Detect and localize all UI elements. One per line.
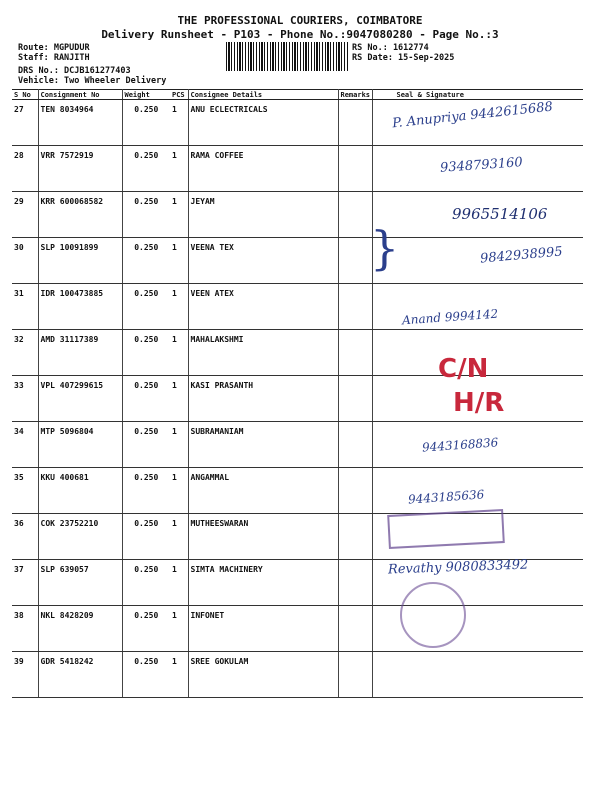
cell-pcs: 1 (170, 100, 188, 146)
handwritten-signature: P. Anupriya 9442615688 (391, 99, 554, 132)
cell-sno: 39 (12, 652, 38, 698)
cell-sno: 38 (12, 606, 38, 652)
cell-consignee: SIMTA MACHINERY (188, 560, 338, 606)
cell-weight: 0.250 (122, 146, 170, 192)
cell-consignment: MTP 5096804 (38, 422, 122, 468)
table-header-row (12, 90, 583, 100)
handwritten-signature: Revathy 9080833492 (387, 557, 529, 578)
col-consignee: Consignee Details (188, 90, 338, 100)
cell-weight: 0.250 (122, 284, 170, 330)
cell-consignee: VEENA TEX (188, 238, 338, 284)
cell-pcs: 1 (170, 146, 188, 192)
cell-weight: 0.250 (122, 330, 170, 376)
cell-weight: 0.250 (122, 560, 170, 606)
cell-remarks (338, 330, 372, 376)
runsheet-meta-left (18, 43, 166, 86)
col-sno: S No (12, 90, 38, 100)
cell-sno: 33 (12, 376, 38, 422)
stamp-mark: H/R (453, 388, 505, 418)
col-seal: Seal & Signature (372, 90, 583, 100)
barcode-image (226, 42, 348, 71)
cell-weight: 0.250 (122, 652, 170, 698)
cell-remarks (338, 376, 372, 422)
cell-sno: 32 (12, 330, 38, 376)
table-row (12, 652, 583, 698)
cell-pcs: 1 (170, 422, 188, 468)
table-row (12, 330, 583, 376)
cell-consignee: RAMA COFFEE (188, 146, 338, 192)
runsheet-meta-right (352, 43, 454, 63)
cell-pcs: 1 (170, 376, 188, 422)
col-pcs: PCS (170, 90, 188, 100)
cell-consignment: IDR 100473885 (38, 284, 122, 330)
staff-label: Staff: RANJITH (18, 53, 90, 63)
cell-consignment: TEN 8034964 (38, 100, 122, 146)
cell-sno: 35 (12, 468, 38, 514)
handwritten-signature: 9842938995 (479, 244, 564, 267)
cell-consignment: KKU 400681 (38, 468, 122, 514)
cell-consignment: VRR 7572919 (38, 146, 122, 192)
company-name: THE PROFESSIONAL COURIERS, COIMBATORE (177, 14, 423, 27)
route-label: Route: MGPUDUR (18, 43, 90, 53)
cell-seal (372, 652, 583, 698)
cell-consignee: INFONET (188, 606, 338, 652)
bracket-mark: } (370, 221, 400, 275)
stamp-mark: C/N (438, 354, 489, 384)
cell-sno: 34 (12, 422, 38, 468)
cell-sno: 37 (12, 560, 38, 606)
cell-weight: 0.250 (122, 422, 170, 468)
cell-consignment: AMD 31117389 (38, 330, 122, 376)
cell-consignment: KRR 600068582 (38, 192, 122, 238)
cell-pcs: 1 (170, 468, 188, 514)
cell-weight: 0.250 (122, 192, 170, 238)
cell-pcs: 1 (170, 238, 188, 284)
cell-remarks (338, 192, 372, 238)
vehicle-label: Vehicle: Two Wheeler Delivery (18, 76, 167, 86)
cell-sno: 29 (12, 192, 38, 238)
cell-weight: 0.250 (122, 376, 170, 422)
cell-remarks (338, 606, 372, 652)
cell-sno: 28 (12, 146, 38, 192)
cell-sno: 27 (12, 100, 38, 146)
cell-consignee: ANGAMMAL (188, 468, 338, 514)
cell-pcs: 1 (170, 514, 188, 560)
table-row (12, 468, 583, 514)
cell-consignment: NKL 8428209 (38, 606, 122, 652)
handwritten-signature: 9443185636 (407, 487, 485, 507)
cell-consignment: COK 23752210 (38, 514, 122, 560)
cell-remarks (338, 560, 372, 606)
cell-weight: 0.250 (122, 514, 170, 560)
cell-pcs: 1 (170, 652, 188, 698)
col-weight: Weight (122, 90, 170, 100)
cell-weight: 0.250 (122, 606, 170, 652)
cell-weight: 0.250 (122, 238, 170, 284)
cell-sno: 30 (12, 238, 38, 284)
handwritten-signature: Anand 9994142 (401, 306, 499, 328)
cell-consignee: JEYAM (188, 192, 338, 238)
cell-consignee: VEEN ATEX (188, 284, 338, 330)
cell-remarks (338, 100, 372, 146)
cell-consignee: MAHALAKSHMI (188, 330, 338, 376)
cell-remarks (338, 284, 372, 330)
cell-sno: 36 (12, 514, 38, 560)
cell-remarks (338, 146, 372, 192)
cell-weight: 0.250 (122, 100, 170, 146)
rs-date: RS Date: 15-Sep-2025 (352, 53, 455, 63)
cell-remarks (338, 422, 372, 468)
rubber-stamp (387, 509, 505, 549)
handwritten-signature: 9348793160 (439, 155, 524, 176)
cell-remarks (338, 238, 372, 284)
cell-remarks (338, 468, 372, 514)
handwritten-signature: 9965514106 (452, 205, 548, 223)
cell-pcs: 1 (170, 192, 188, 238)
col-consignment: Consignment No (38, 90, 122, 100)
cell-pcs: 1 (170, 606, 188, 652)
round-seal (400, 582, 466, 648)
cell-pcs: 1 (170, 330, 188, 376)
rs-number: RS No.: 1612774 (352, 43, 429, 53)
cell-consignment: GDR 5418242 (38, 652, 122, 698)
handwritten-signature: 9443168836 (421, 435, 499, 455)
cell-consignee: SUBRAMANIAM (188, 422, 338, 468)
table-row (12, 606, 583, 652)
cell-consignee: SREE GOKULAM (188, 652, 338, 698)
runsheet-subtitle: Delivery Runsheet - P103 - Phone No.:9047080280 - Page No.:3 (101, 28, 499, 41)
cell-consignment: SLP 10091899 (38, 238, 122, 284)
cell-consignment: SLP 639057 (38, 560, 122, 606)
cell-pcs: 1 (170, 284, 188, 330)
cell-remarks (338, 652, 372, 698)
cell-weight: 0.250 (122, 468, 170, 514)
cell-sno: 31 (12, 284, 38, 330)
col-remarks: Remarks (338, 90, 372, 100)
cell-consignee: KASI PRASANTH (188, 376, 338, 422)
cell-consignee: MUTHEESWARAN (188, 514, 338, 560)
cell-consignment: VPL 407299615 (38, 376, 122, 422)
cell-pcs: 1 (170, 560, 188, 606)
cell-consignee: ANU ECLECTRICALS (188, 100, 338, 146)
drs-number: DRS No.: DCJB161277403 (18, 66, 131, 76)
cell-remarks (338, 514, 372, 560)
